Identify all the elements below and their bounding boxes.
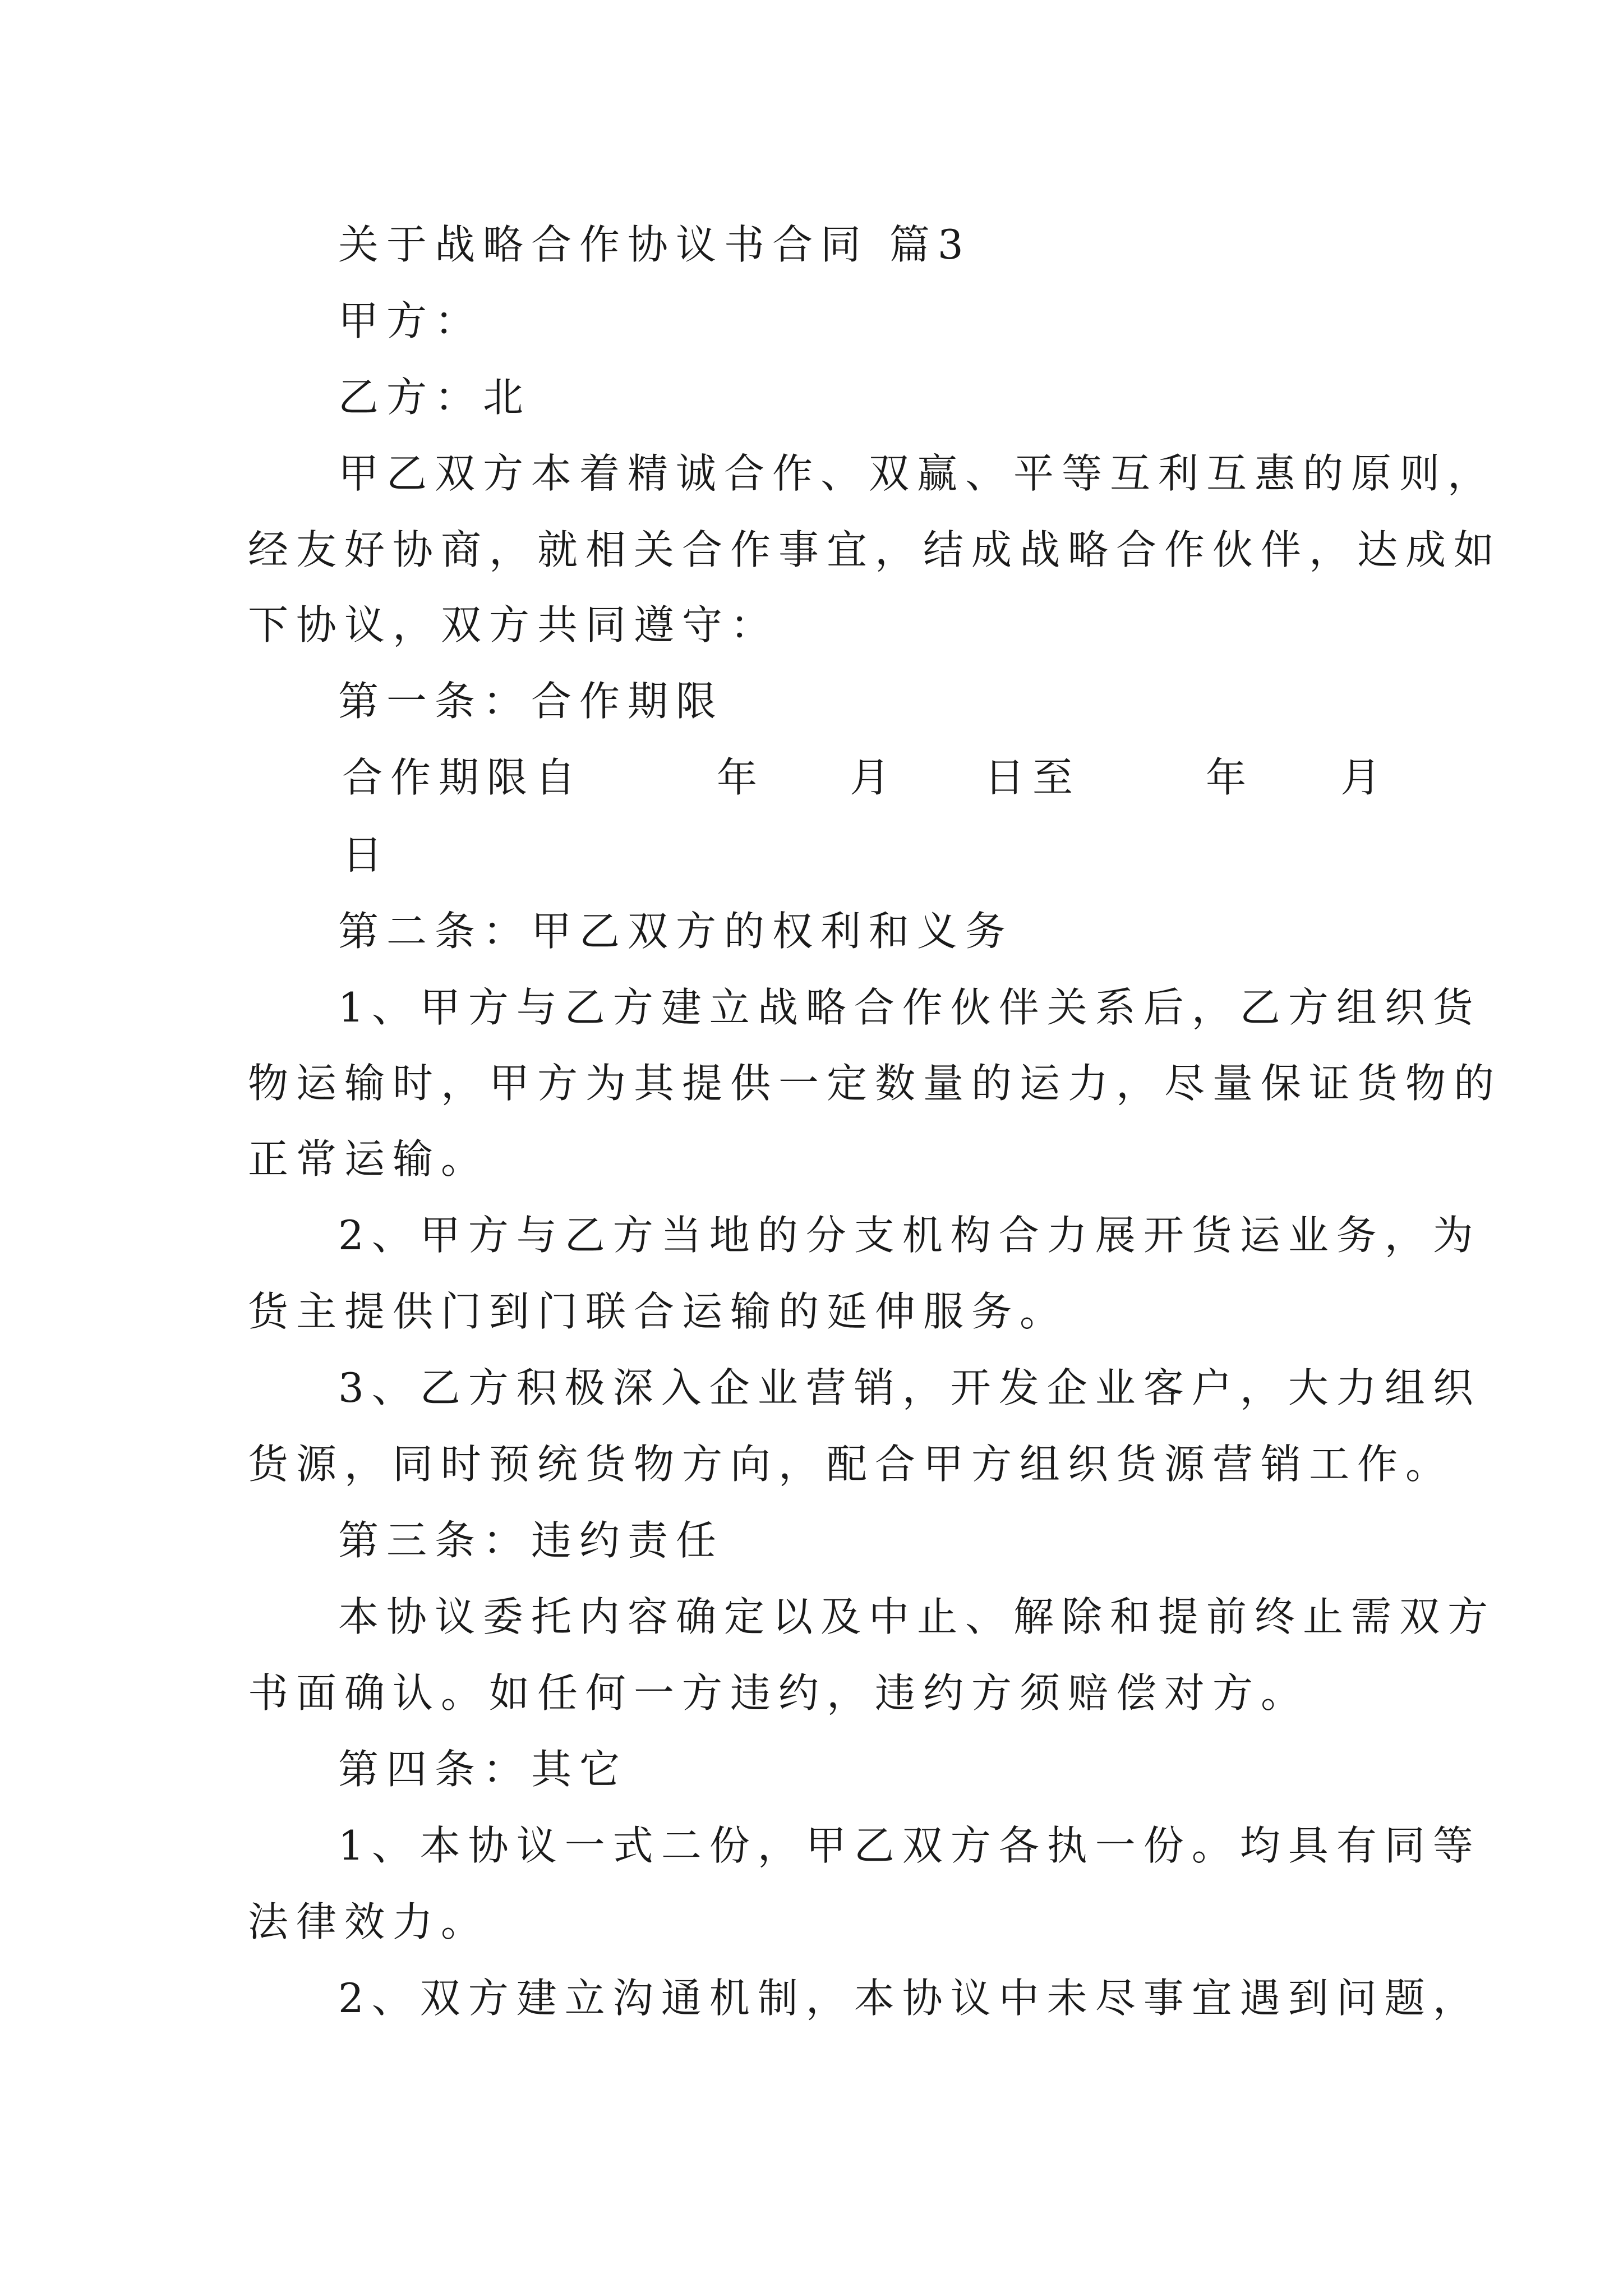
party-b-label: 乙方：北 — [338, 374, 532, 421]
period-month-label: 月 — [850, 754, 898, 801]
cooperation-period-line — [342, 754, 1389, 802]
period-day-to-label: 日至 — [984, 754, 1081, 801]
period-prefix: 合作期限自 — [342, 754, 584, 801]
period-year-label: 年 — [717, 754, 766, 801]
article-2-heading: 第二条：甲乙双方的权利和义务 — [338, 908, 1014, 955]
intro-paragraph-line: 经友好协商，就相关合作事宜，结成战略合作伙伴，达成如 — [248, 526, 1502, 573]
article-1-heading: 第一条：合作期限 — [338, 678, 725, 725]
article-4-heading: 第四条：其它 — [338, 1746, 628, 1793]
article-2-item-1-line: 正常运输。 — [248, 1135, 490, 1182]
article-2-item-2-line: 2、甲方与乙方当地的分支机构合力展开货运业务，为 — [338, 1212, 1481, 1259]
document-title: 关于战略合作协议书合同 篇3 — [338, 221, 971, 268]
article-4-item-1-line: 1、本协议一式二份，甲乙双方各执一份。均具有同等 — [338, 1822, 1481, 1869]
party-a-label: 甲方： — [338, 297, 483, 344]
article-4-item-2-line: 2、双方建立沟通机制，本协议中未尽事宜遇到问题， — [338, 1975, 1481, 2022]
article-2-item-1-line: 物运输时，甲方为其提供一定数量的运力，尽量保证货物的 — [248, 1060, 1502, 1107]
article-3-body-line: 本协议委托内容确定以及中止、解除和提前终止需双方 — [338, 1593, 1496, 1640]
period-month-label: 月 — [1340, 754, 1389, 801]
article-2-item-1-line: 1、甲方与乙方建立战略合作伙伴关系后，乙方组织货 — [338, 984, 1481, 1031]
article-2-item-3-line: 3、乙方积极深入企业营销，开发企业客户，大力组织 — [338, 1364, 1481, 1411]
article-3-heading: 第三条：违约责任 — [338, 1517, 725, 1564]
article-3-body-line: 书面确认。如任何一方违约，违约方须赔偿对方。 — [248, 1669, 1310, 1717]
intro-paragraph-line: 下协议，双方共同遵守： — [248, 601, 779, 648]
article-4-item-1-line: 法律效力。 — [248, 1898, 490, 1945]
article-2-item-3-line: 货源，同时预统货物方向，配合甲方组织货源营销工作。 — [248, 1441, 1454, 1488]
period-year-label: 年 — [1206, 754, 1255, 801]
intro-paragraph-line: 甲乙双方本着精诚合作、双赢、平等互利互惠的原则， — [338, 450, 1496, 497]
period-day-label: 日 — [342, 831, 391, 878]
article-2-item-2-line: 货主提供门到门联合运输的延伸服务。 — [248, 1288, 1068, 1335]
